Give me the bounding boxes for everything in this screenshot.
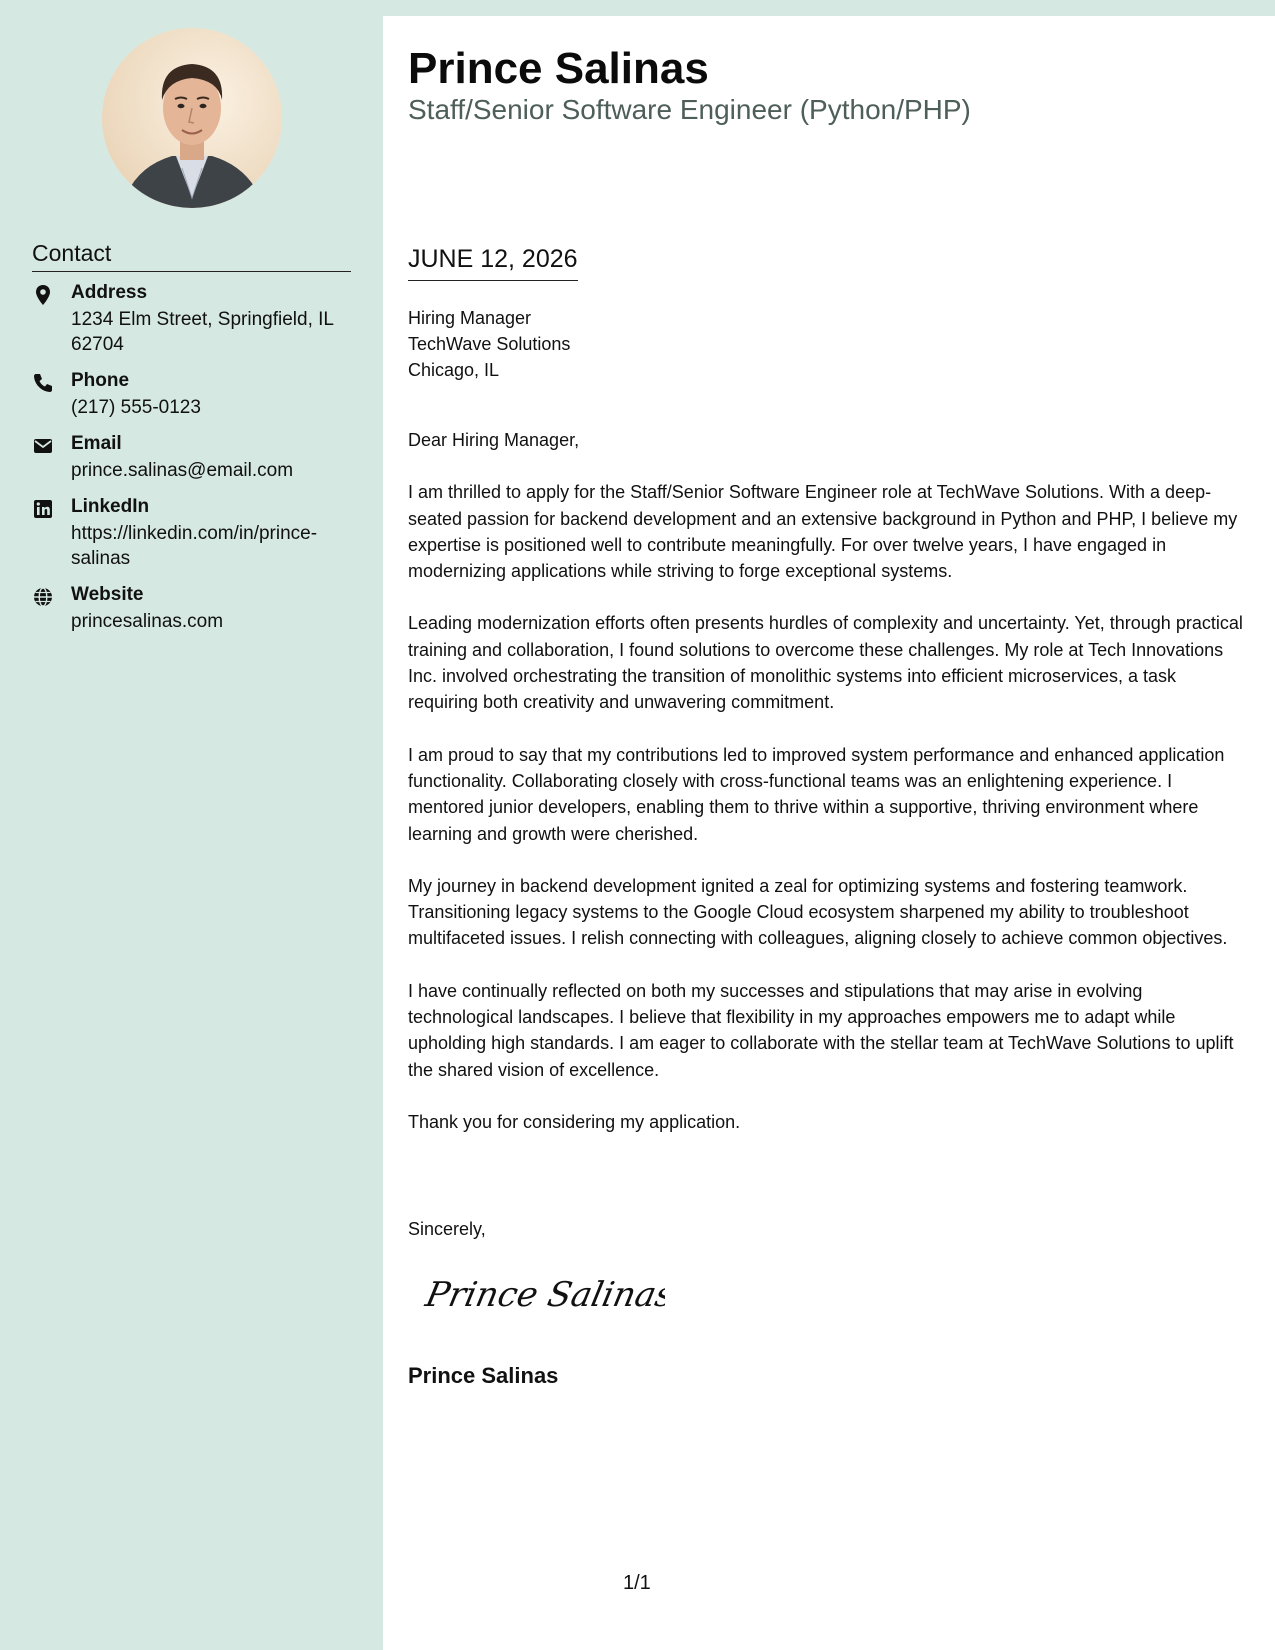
- letter-paragraph: I am thrilled to apply for the Staff/Senior Software Engineer role at TechWave Solutions. With a deep-seated passion for backend development and an extensive background in Python and PHP, I believe my expertise is positioned well to contribute meaningfully. For over twelve years, I have engaged in modernizing applications while striving to forge exceptional systems.: [408, 482, 1238, 582]
- signed-name: Prince Salinas: [408, 1363, 559, 1388]
- contact-value: prince.salinas@email.com: [71, 460, 294, 481]
- contact-label: LinkedIn: [71, 496, 150, 517]
- contact-heading: Contact: [32, 240, 351, 272]
- profile-photo: [102, 28, 282, 208]
- signature-text: Prince Salinas: [422, 1275, 665, 1315]
- letter-paragraph: Thank you for considering my application.: [408, 1111, 741, 1132]
- letter-body: [383, 16, 1275, 1650]
- envelope-icon: [32, 435, 54, 457]
- signature-image: [415, 1264, 665, 1324]
- contact-label: Email: [71, 433, 122, 454]
- header-role: Staff/Senior Software Engineer (Python/PHP): [408, 94, 971, 125]
- header-name: Prince Salinas: [408, 44, 709, 93]
- recipient-line: Hiring Manager: [408, 308, 532, 328]
- page-number: 1/1: [623, 1572, 651, 1594]
- contact-label: Website: [71, 584, 144, 605]
- recipient-line: TechWave Solutions: [408, 334, 571, 354]
- phone-icon: [32, 372, 54, 394]
- contact-link[interactable]: princesalinas.com: [71, 611, 224, 632]
- sidebar: [0, 0, 383, 1650]
- map-pin-icon: [32, 284, 54, 306]
- letter-paragraph: Leading modernization efforts often presents hurdles of complexity and uncertainty. Yet, through practical training and collaboration, I found solutions to overcome these challenges. My role at Tech Innovations Inc. involved orchestrating the transition of monolithic systems into efficient microservices, a task requiring both creativity and unwavering commitment.: [408, 613, 1243, 713]
- letter-paragraph: I have continually reflected on both my successes and stipulations that may arise in evolving technological landscapes. I believe that flexibility in my approaches empowers me to adapt while upholding high standards. I am eager to collaborate with the stellar team at TechWave Solutions to uplift the shared vision of excellence.: [408, 980, 1234, 1080]
- contact-value: 1234 Elm Street, Springfield, IL 62704: [71, 309, 334, 355]
- letter-paragraph: My journey in backend development ignited a zeal for optimizing systems and fostering teamwork. Transitioning legacy systems to the Google Cloud ecosystem sharpened my ability to troubleshoot multifaceted issues. I relish connecting with colleagues, aligning closely to achieve common objectives.: [408, 875, 1228, 949]
- salutation: Dear Hiring Manager,: [408, 430, 580, 450]
- letter-content: [408, 427, 1248, 1161]
- recipient-block: [408, 305, 570, 383]
- globe-icon: [32, 586, 54, 608]
- closing: Sincerely,: [408, 1219, 486, 1239]
- contact-label: Phone: [71, 370, 130, 391]
- contact-link[interactable]: https://linkedin.com/in/prince-salinas: [71, 523, 318, 569]
- linkedin-icon: [32, 498, 54, 520]
- letter-date: JUNE 12, 2026: [408, 245, 578, 281]
- contact-label: Address: [71, 282, 148, 303]
- contact-value: (217) 555-0123: [71, 397, 201, 418]
- recipient-line: Chicago, IL: [408, 360, 500, 380]
- letter-paragraph: I am proud to say that my contributions led to improved system performance and enhanced application functionality. Collaborating closely with cross-functional teams was an enlightening experience. I mentored junior developers, enabling them to thrive within a supportive, thriving environment where learning and growth were cherished.: [408, 744, 1225, 844]
